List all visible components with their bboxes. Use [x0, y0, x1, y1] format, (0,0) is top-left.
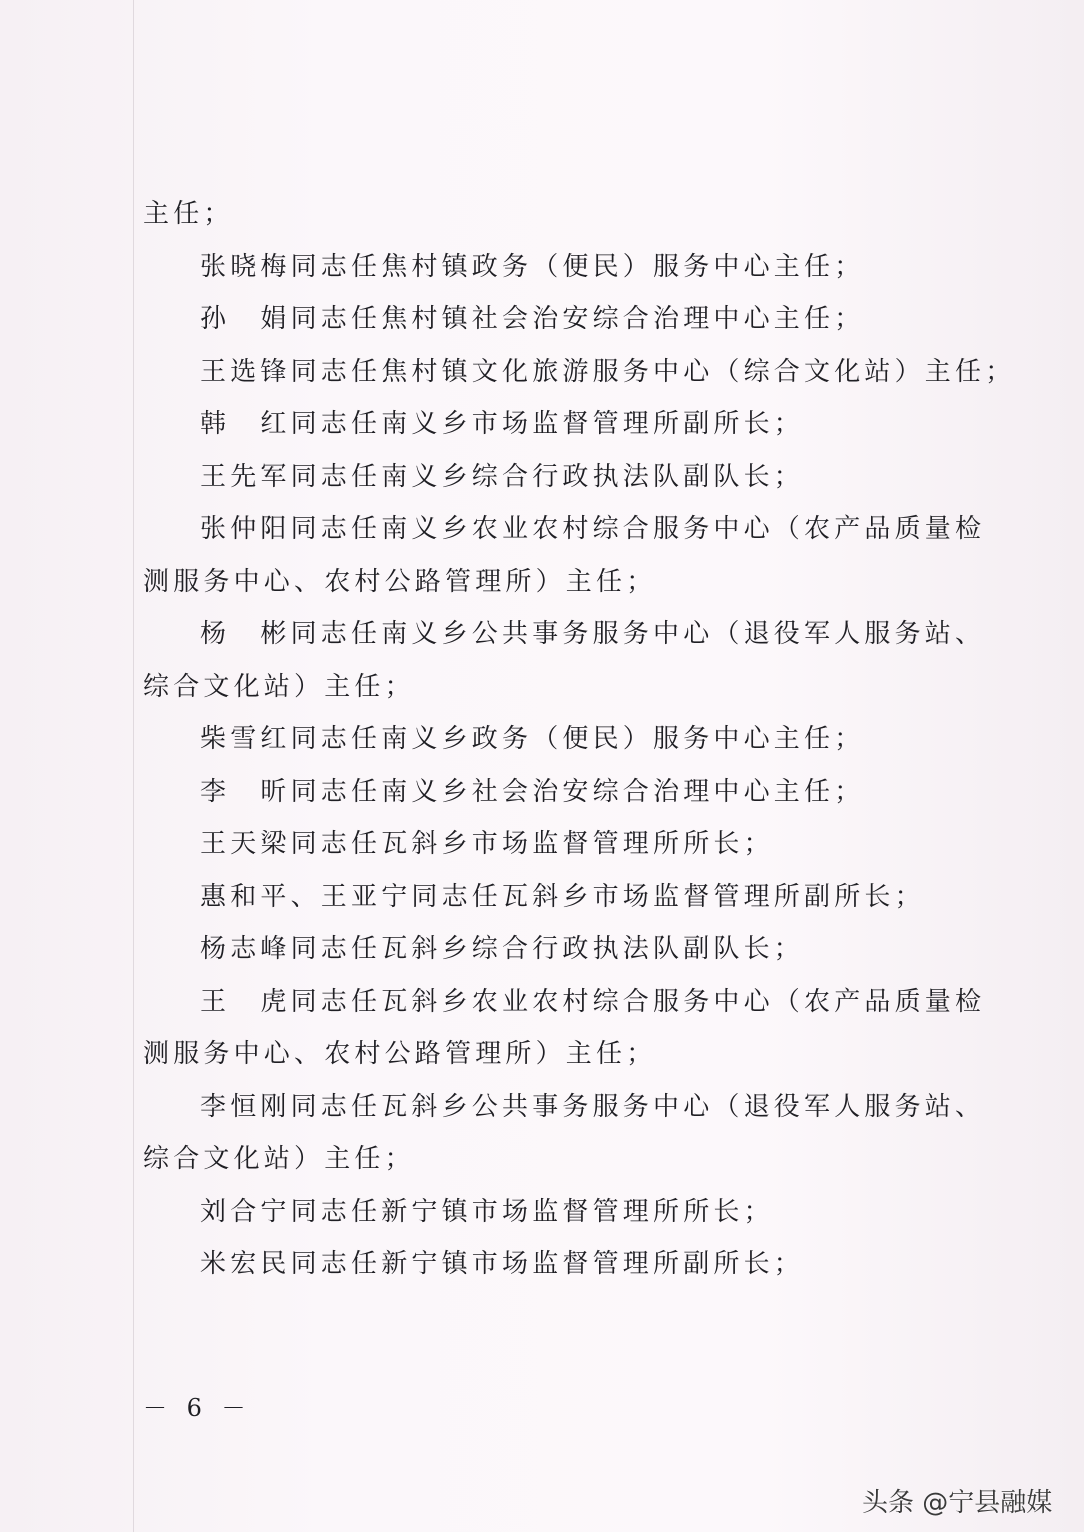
- text-line: 李 昕同志任南义乡社会治安综合治理中心主任；: [200, 777, 865, 807]
- text-line: 杨志峰同志任瓦斜乡综合行政执法队副队长；: [200, 934, 805, 964]
- watermark: 头条 @宁县融媒: [862, 1488, 1053, 1518]
- text-line: 张晓梅同志任焦村镇政务（便民）服务中心主任；: [200, 252, 865, 282]
- text-line: 测服务中心、农村公路管理所）主任；: [143, 567, 657, 597]
- text-line: 米宏民同志任新宁镇市场监督管理所副所长；: [200, 1249, 805, 1279]
- text-line: 惠和平、王亚宁同志任瓦斜乡市场监督管理所副所长；: [200, 882, 925, 912]
- text-line: 柴雪红同志任南义乡政务（便民）服务中心主任；: [200, 724, 865, 754]
- text-line: 张仲阳同志任南义乡农业农村综合服务中心（农产品质量检: [200, 514, 986, 544]
- page-number: － 6 －: [143, 1394, 252, 1422]
- text-line: 刘合宁同志任新宁镇市场监督管理所所长；: [200, 1197, 774, 1227]
- text-line: 韩 红同志任南义乡市场监督管理所副所长；: [200, 409, 805, 439]
- text-line: 李恒刚同志任瓦斜乡公共事务服务中心（退役军人服务站、: [200, 1092, 986, 1122]
- text-line: 测服务中心、农村公路管理所）主任；: [143, 1039, 657, 1069]
- text-line: 主任；: [143, 199, 234, 229]
- text-line: 王天梁同志任瓦斜乡市场监督管理所所长；: [200, 829, 774, 859]
- text-line: 王选锋同志任焦村镇文化旅游服务中心（综合文化站）主任；: [200, 357, 1016, 387]
- text-line: 王 虎同志任瓦斜乡农业农村综合服务中心（农产品质量检: [200, 987, 986, 1017]
- text-line: 综合文化站）主任；: [143, 672, 415, 702]
- text-line: 孙 娟同志任焦村镇社会治安综合治理中心主任；: [200, 304, 865, 334]
- text-line: 王先军同志任南义乡综合行政执法队副队长；: [200, 462, 805, 492]
- text-line: 杨 彬同志任南义乡公共事务服务中心（退役军人服务站、: [200, 619, 986, 649]
- text-line: 综合文化站）主任；: [143, 1144, 415, 1174]
